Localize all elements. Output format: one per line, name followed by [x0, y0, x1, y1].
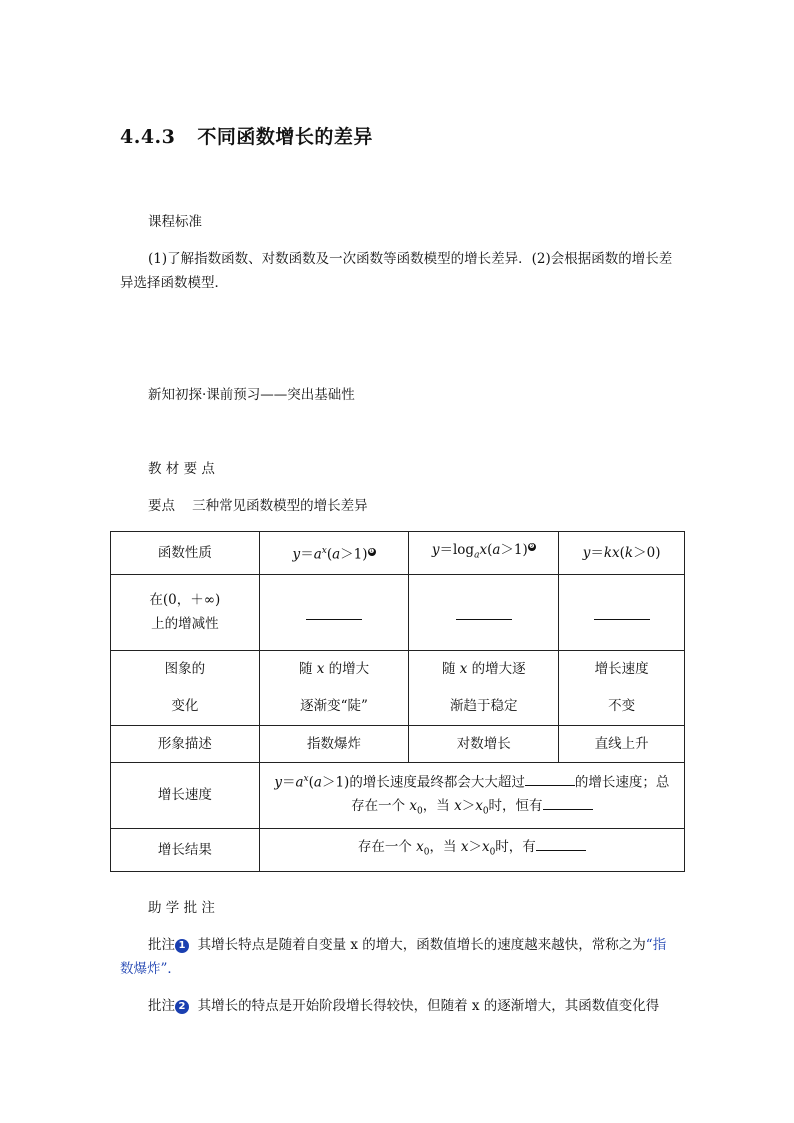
note-1-text: 其增长特点是随着自变量 x 的增大，函数值增长的速度越来越快，常称之为: [197, 937, 646, 953]
page-title: [120, 122, 373, 149]
image-label: 形象描述: [111, 725, 260, 762]
monotonic-lin-blank: [559, 574, 685, 650]
notes-heading: 助 学 批 注: [148, 900, 215, 916]
monotonic-exp-blank: [259, 574, 409, 650]
header-exponential: $y=a^x(a>1)❶$: [259, 532, 409, 575]
header-linear: y＝kx(k＞0): [559, 532, 685, 575]
section-title-text: 不同函数增长的差异: [197, 126, 373, 148]
section-heading: 新知初探·课前预习——突出基础性: [148, 387, 355, 403]
note-2: [120, 994, 676, 1018]
shape-log: 随 x 的增大逐 渐趋于稳定: [409, 650, 559, 725]
shape-lin: 增长速度 不变: [559, 650, 685, 725]
section-number: 4.4.3: [120, 126, 176, 148]
speed-label: 增长速度: [111, 762, 260, 828]
speed-blank-1: [525, 771, 575, 786]
header-logarithmic: $y=\log_ax(a>1)❷$: [409, 532, 559, 575]
textbook-heading-text: 教 材 要 点: [148, 461, 215, 477]
note-2-text: 其增长的特点是开始阶段增长得较快，但随着 x 的逐渐增大，其函数值变化得: [197, 998, 660, 1014]
shape-exp: 随 x 的增大 逐渐变“陡”: [259, 650, 409, 725]
growth-comparison-table: [110, 531, 685, 872]
header-property: 函数性质: [111, 532, 260, 575]
note-1-continued: “指数爆炸”．: [120, 937, 667, 977]
image-lin: 直线上升: [559, 725, 685, 762]
table-row-header: [111, 532, 685, 575]
point-label: 要点: [148, 498, 175, 514]
note-1-badge: 1: [175, 939, 189, 953]
monotonic-log-blank: [409, 574, 559, 650]
course-standard-heading: 课程标准: [148, 214, 202, 230]
table-row-shape: [111, 650, 685, 725]
image-log: 对数增长: [409, 725, 559, 762]
result-label: 增长结果: [111, 828, 260, 871]
course-standard-text: (1)了解指数函数、对数函数及一次函数等函数模型的增长差异．(2)会根据函数的增长差异选择函数模型．: [120, 251, 673, 291]
result-blank: [536, 836, 586, 851]
image-exp: 指数爆炸: [259, 725, 409, 762]
speed-blank-2: [543, 795, 593, 810]
textbook-heading: [148, 457, 215, 481]
note-1-marker: ❶: [368, 547, 375, 555]
point-title: [148, 494, 368, 518]
table-row-speed: [111, 762, 685, 828]
note-1: [120, 933, 676, 981]
note-1-label: 批注: [148, 937, 175, 953]
monotonic-label: 在(0，＋∞) 上的增减性: [111, 574, 260, 650]
note-2-badge: 2: [175, 1000, 189, 1014]
point-title-text: 三种常见函数模型的增长差异: [192, 498, 368, 514]
table-row-result: [111, 828, 685, 871]
note-2-marker: ❷: [529, 543, 535, 550]
result-content: 存在一个 $x_0$，当 $x>x_0$时，有: [259, 828, 684, 871]
note-2-label: 批注: [148, 998, 175, 1014]
table-row-image: [111, 725, 685, 762]
shape-label: 图象的 变化: [111, 650, 260, 725]
table-row-monotonic: [111, 574, 685, 650]
speed-content: $y=a^x(a>1)$的增长速度最终都会大大超过 的增长速度；总 存在一个 $x_0$，当 $x>x_0$时，恒有: [259, 762, 684, 828]
